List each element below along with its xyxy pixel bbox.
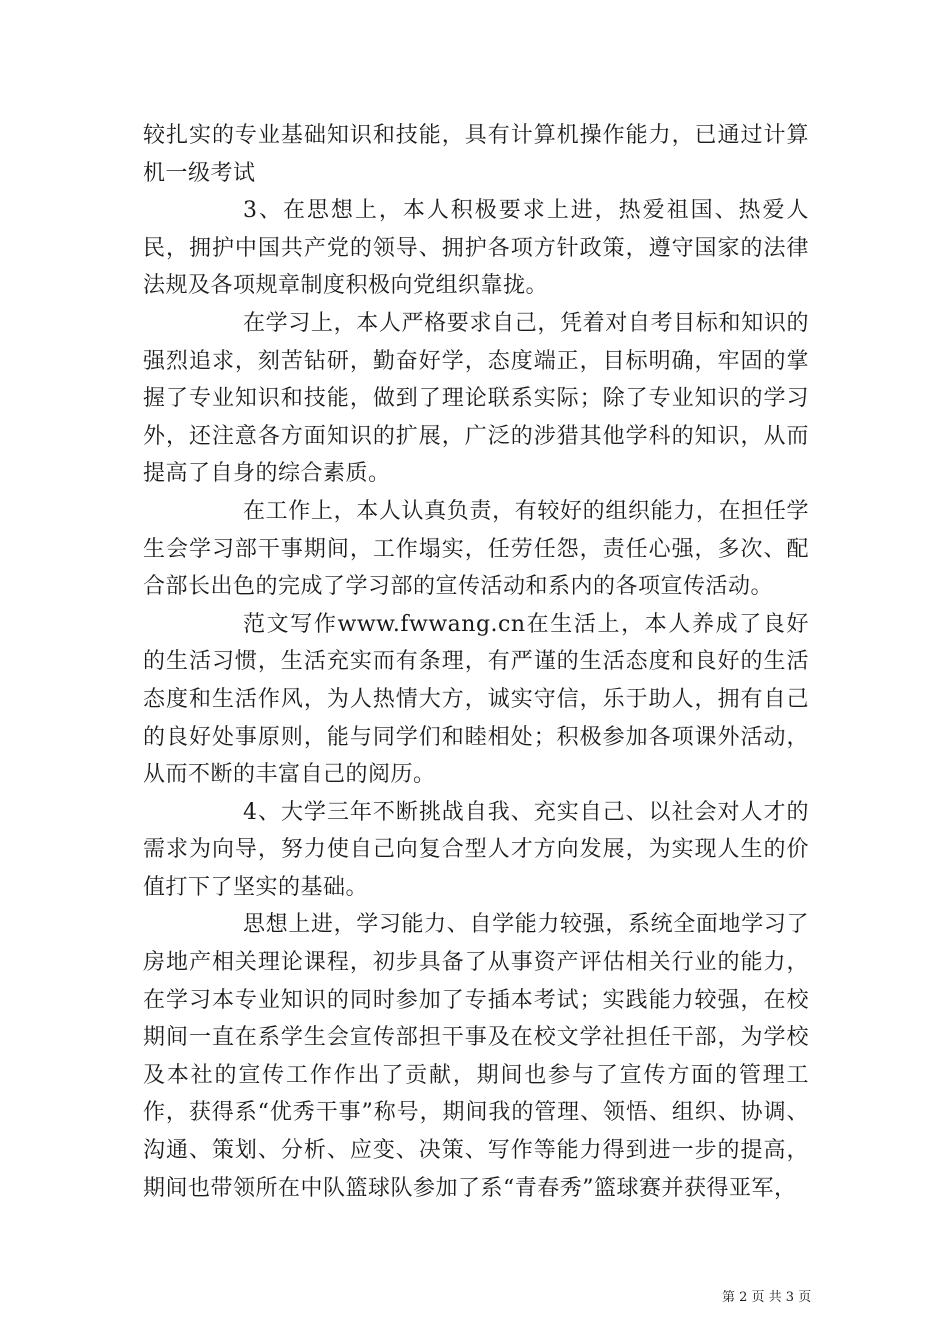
paragraph-work: 在工作上，本人认真负责，有较好的组织能力，在担任学生会学习部干事期间，工作塌实，任劳任怨，责任心强，多次、配合部长出色的完成了学习部的宣传活动和系内的各项宣传活动。 [143,498,809,600]
page-number-footer: 第 2 页 共 3 页 [722,1290,812,1305]
paragraph-university: 4、大学三年不断挑战自我、充实自己、以社会对人才的需求为向导，努力使自己向复合型人才方向发展，为实现人生的价值打下了坚实的基础。 [143,799,809,900]
body-text [143,117,809,1207]
paragraph-summary: 思想上进，学习能力、自学能力较强，系统全面地学习了房地产相关理论课程，初步具备了从事资产评估相关行业的能力，在学习本专业知识的同时参加了专插本考试；实践能力较强，在校期间一直在系学生会宣传部担干事及在校文学社担任干部，为学校及本社的宣传工作作出了贡献，期间也参与了宣传方面的管理工作，获得系“优秀干事”称号，期间我的管理、领悟、组织、协调、沟通、策划、分析、应变、决策、写作等能力得到进一步的提高，期间也带领所在中队篮球队参加了系“青春秀”篮球赛并获得亚军， [143,912,809,1201]
paragraph-ideology: 3、在思想上，本人积极要求上进，热爱祖国、热爱人民，拥护中国共产党的领导、拥护各项方针政策，遵守国家的法律法规及各项规章制度积极向党组织靠拢。 [143,198,809,299]
paragraph-life: 范文写作www.fwwang.cn在生活上，本人养成了良好的生活习惯，生活充实而有条理，有严谨的生活态度和良好的生活态度和生活作风，为人热情大方，诚实守信，乐于助人，拥有自己的良好处事原则，能与同学们和睦相处；积极参加各项课外活动，从而不断的丰富自己的阅历。 [143,611,809,788]
paragraph-study: 在学习上，本人严格要求自己，凭着对自考目标和知识的强烈追求，刻苦钻研，勤奋好学，态度端正，目标明确，牢固的掌握了专业知识和技能，做到了理论联系实际；除了专业知识的学习外，还注意各方面知识的扩展，广泛的涉猎其他学科的知识，从而提高了自身的综合素质。 [143,310,809,487]
paragraph-continuation: 较扎实的专业基础知识和技能，具有计算机操作能力，已通过计算机一级考试 [143,123,809,186]
